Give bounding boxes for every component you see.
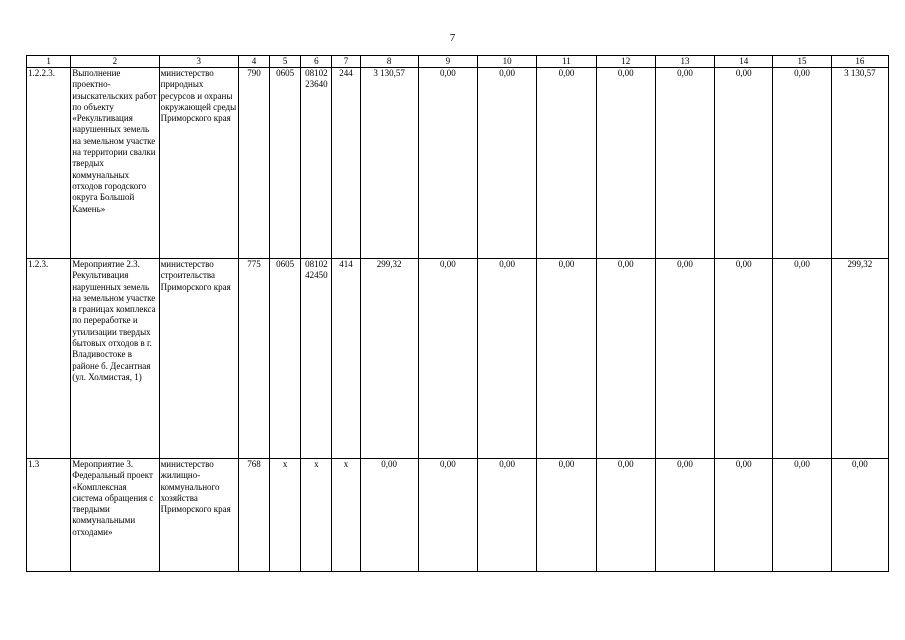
total-amount-cell: 3 130,57 bbox=[831, 68, 888, 259]
row-number: 1.2.2.3. bbox=[27, 68, 71, 259]
amount-cell: 0,00 bbox=[537, 259, 596, 459]
column-header: 7 bbox=[332, 56, 360, 68]
responsible-executor: министерство строительства Приморского края bbox=[159, 259, 238, 459]
amount-cell: 0,00 bbox=[596, 459, 655, 572]
amount-cell: 0,00 bbox=[715, 459, 773, 572]
grbs-code: 775 bbox=[238, 259, 269, 459]
responsible-executor: министерство жилищно-коммунального хозяйства Приморского края bbox=[159, 459, 238, 572]
column-header: 12 bbox=[596, 56, 655, 68]
csr-code: 08102 42450 bbox=[301, 259, 332, 459]
column-header: 15 bbox=[773, 56, 831, 68]
column-header: 9 bbox=[418, 56, 477, 68]
budget-table bbox=[26, 55, 889, 572]
column-header: 2 bbox=[71, 56, 159, 68]
vr-code: 414 bbox=[332, 259, 360, 459]
column-header: 6 bbox=[301, 56, 332, 68]
total-amount-cell: 299,32 bbox=[831, 259, 888, 459]
vr-code: x bbox=[332, 459, 360, 572]
amount-cell: 0,00 bbox=[537, 459, 596, 572]
amount-cell: 0,00 bbox=[655, 259, 714, 459]
table-row bbox=[27, 259, 889, 459]
rzpr-code: 0605 bbox=[270, 259, 301, 459]
amount-cell: 0,00 bbox=[596, 68, 655, 259]
measure-name: Мероприятие 3. Федеральный проект «Комплексная система обращения с твердыми коммунальными отходами» bbox=[71, 459, 159, 572]
column-header: 11 bbox=[537, 56, 596, 68]
csr-code: 08102 23640 bbox=[301, 68, 332, 259]
page-number: 7 bbox=[449, 32, 456, 44]
grbs-code: 790 bbox=[238, 68, 269, 259]
column-number-header-row bbox=[27, 56, 889, 68]
column-header: 8 bbox=[360, 56, 418, 68]
measure-name: Мероприятие 2.3. Рекультивация нарушенных земель на земельном участке в границах комплекса по переработке и утилизации твердых бытовых отходов в г. Владивостоке в районе б. Десантная (ул. Холмистая, 1) bbox=[71, 259, 159, 459]
grbs-code: 768 bbox=[238, 459, 269, 572]
rzpr-code: x bbox=[270, 459, 301, 572]
amount-cell: 0,00 bbox=[478, 459, 537, 572]
column-header: 14 bbox=[715, 56, 773, 68]
amount-cell: 0,00 bbox=[773, 68, 831, 259]
column-header: 10 bbox=[478, 56, 537, 68]
amount-cell: 0,00 bbox=[418, 68, 477, 259]
amount-cell: 0,00 bbox=[773, 459, 831, 572]
column-header: 16 bbox=[831, 56, 888, 68]
amount-cell: 0,00 bbox=[478, 68, 537, 259]
amount-cell: 299,32 bbox=[360, 259, 418, 459]
amount-cell: 0,00 bbox=[715, 68, 773, 259]
csr-code: x bbox=[301, 459, 332, 572]
amount-cell: 0,00 bbox=[418, 459, 477, 572]
amount-cell: 0,00 bbox=[655, 68, 714, 259]
amount-cell: 0,00 bbox=[773, 259, 831, 459]
amount-cell: 0,00 bbox=[655, 459, 714, 572]
column-header: 13 bbox=[655, 56, 714, 68]
table-row bbox=[27, 459, 889, 572]
rzpr-code: 0605 bbox=[270, 68, 301, 259]
amount-cell: 0,00 bbox=[715, 259, 773, 459]
row-number: 1.2.3. bbox=[27, 259, 71, 459]
amount-cell: 0,00 bbox=[596, 259, 655, 459]
column-header: 5 bbox=[270, 56, 301, 68]
table-row bbox=[27, 68, 889, 259]
column-header: 3 bbox=[159, 56, 238, 68]
amount-cell: 0,00 bbox=[418, 259, 477, 459]
amount-cell: 0,00 bbox=[360, 459, 418, 572]
column-header: 1 bbox=[27, 56, 71, 68]
measure-name: Выполнение проектно-изыскательских работ по объекту «Рекультивация нарушенных земель на земельном участке на территории свалки твердых коммунальных отходов городского округа Большой Камень» bbox=[71, 68, 159, 259]
row-number: 1.3 bbox=[27, 459, 71, 572]
amount-cell: 0,00 bbox=[478, 259, 537, 459]
total-amount-cell: 0,00 bbox=[831, 459, 888, 572]
amount-cell: 0,00 bbox=[537, 68, 596, 259]
responsible-executor: министерство природных ресурсов и охраны окружающей среды Приморского края bbox=[159, 68, 238, 259]
vr-code: 244 bbox=[332, 68, 360, 259]
column-header: 4 bbox=[238, 56, 269, 68]
amount-cell: 3 130,57 bbox=[360, 68, 418, 259]
